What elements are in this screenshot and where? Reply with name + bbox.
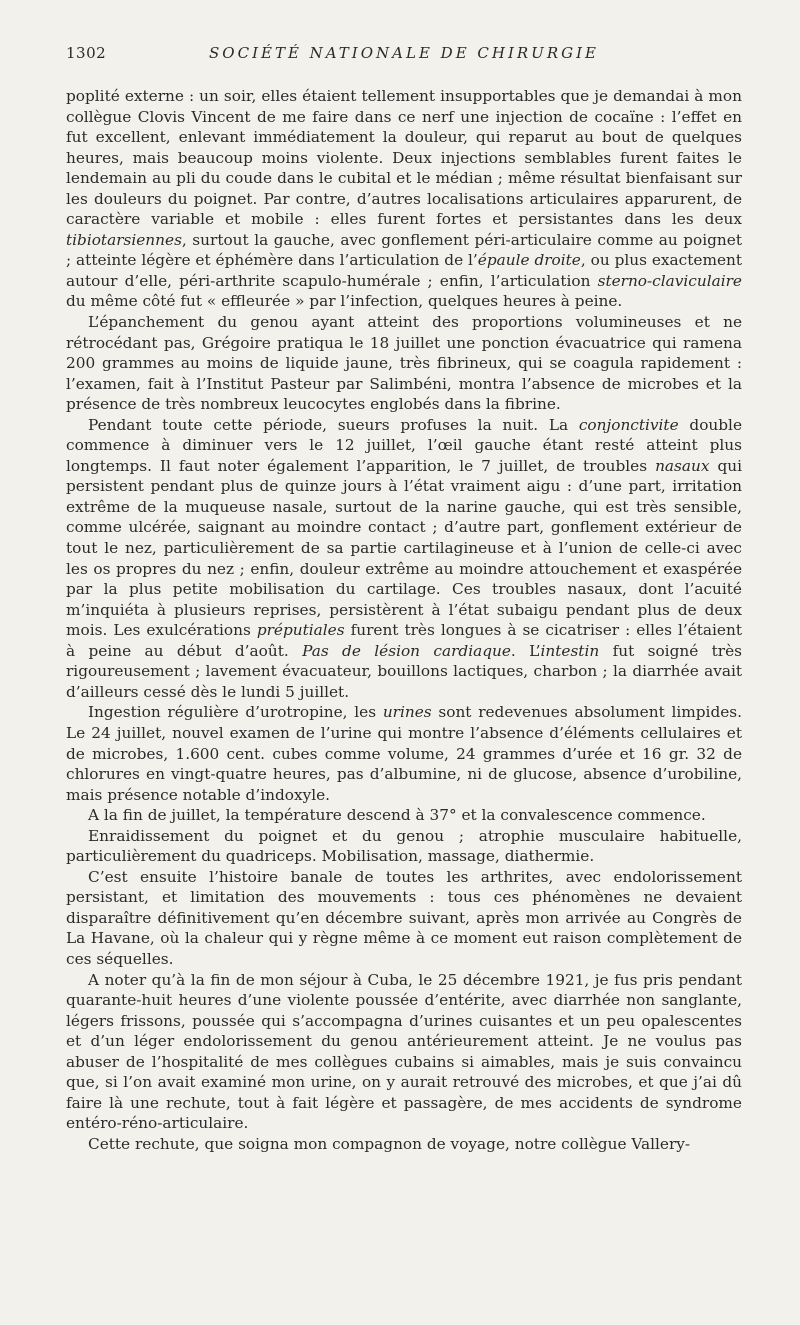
paragraph	[66, 702, 742, 805]
page-number: 1302	[66, 44, 107, 62]
text-run: qui persistent pendant plus de quinze jours à l’état vraiment aigu : d’une part, irritation extrême de la muqueuse nasale, surtout de la narine gauche, qui est très sensible, comme ulcérée, saignant au moindre contact ; d’autre part, gonflement extérieur de tout le nez, particulièrement de sa partie cartilagineuse et à l’union de celle-ci avec les os propres du nez ; enfin, douleur extrême au moindre attouchement et exaspérée par la plus petite mobilisation du cartilage. Ces troubles nasaux, dont l’acuité m’inquiéta à plusieurs reprises, persistèrent à l’état subaigu pendant plus de deux mois. Les exulcérations	[66, 456, 742, 640]
paragraph	[66, 826, 742, 867]
italic-term: intestin	[540, 641, 600, 660]
page-header	[66, 44, 742, 66]
text-run: Pendant toute cette période, sueurs profuses la nuit. La	[88, 415, 579, 434]
running-title: SOCIÉTÉ NATIONALE DE CHIRURGIE	[209, 44, 599, 62]
paragraph	[66, 970, 742, 1134]
text-run: Ingestion régulière d’urotropine, les	[88, 703, 383, 722]
italic-term: urines	[382, 703, 432, 722]
text-run: , ou plus exactement autour d’elle, péri-arthrite scapulo-humérale ; enfin, l’articulation	[66, 251, 742, 290]
paragraph	[66, 805, 742, 826]
italic-term: conjonctivite	[578, 415, 679, 434]
text-run: L’épanchement du genou ayant atteint des proportions volumineuses et ne rétrocédant pas, Grégoire pratiqua le 18 juillet une ponction évacuatrice qui ramena 200 grammes au moins de liquide jaune, très fibrineux, qui se coagula rapidement : l’examen, fait à l’Institut Pasteur par Salimbéni, montra l’absence de microbes et la présence de très nombreux leucocytes englobés dans la fibrine.	[66, 313, 742, 414]
text-run: sont redevenues absolument limpides. Le 24 juillet, nouvel examen de l’urine qui montre l’absence d’éléments cellulaires et de microbes, 1.600 cent. cubes comme volume, 24 grammes d’urée et 16 gr. 32 de chlorures en vingt-quatre heures, pas d’albumine, ni de glucose, absence d’urobiline, mais présence notable d’indoxyle.	[66, 703, 742, 804]
text-run: Cette rechute, que soigna mon compagnon de voyage, notre collègue Vallery-	[88, 1134, 691, 1153]
italic-term: sterno-claviculaire	[597, 271, 742, 290]
paragraph	[66, 1134, 742, 1155]
text-run: A la fin de juillet, la température descend à 37° et la convalescence commence.	[88, 806, 706, 825]
text-run: double commence à diminuer vers le 12 juillet, l’œil gauche étant resté atteint plus longtemps. Il faut noter également l’apparition, le 7 juillet, de troubles	[66, 415, 742, 475]
italic-term: nasaux	[655, 456, 710, 475]
text-run: , surtout la gauche, avec gonflement péri-articulaire comme au poignet ; atteinte légère et éphémère dans l’articulation de l’	[66, 230, 742, 270]
text-run: Enraidissement du poignet et du genou ; atrophie musculaire habituelle, particulièrement du quadriceps. Mobilisation, massage, diathermie.	[66, 826, 742, 866]
paragraph	[66, 415, 742, 703]
italic-term: Pas de lésion cardiaque	[302, 641, 511, 660]
body-text	[66, 86, 742, 1154]
text-run: C’est ensuite l’histoire banale de toutes les arthrites, avec endolorissement persistant, et limitation des mouvements : tous ces phénomènes ne devaient disparaître définitivement qu’en décembre suivant, après mon arrivée au Congrès de La Havane, où la chaleur qui y règne même à ce moment eut raison complètement de ces séquelles.	[66, 867, 742, 968]
text-run: fut soigné très rigoureusement ; lavement évacuateur, bouillons lactiques, charbon ; la diarrhée avait d’ailleurs cessé dès le lundi 5 juillet.	[66, 641, 743, 701]
text-run: du même côté fut « effleurée » par l’infection, quelques heures à peine.	[66, 292, 623, 311]
italic-term: tibiotarsiennes	[66, 230, 182, 249]
text-run: A noter qu’à la fin de mon séjour à Cuba, le 25 décembre 1921, je fus pris pendant quarante-huit heures d’une violente poussée d’entérite, avec diarrhée non sanglante, légers frissons, poussée qui s’accompagna d’urines cuisantes et un peu opalescentes et d’un léger endolorissement du genou antérieurement atteint. Je ne voulus pas abuser de l’hospitalité de mes collègues cubains si aimables, mais je suis convaincu que, si l’on avait examiné mon urine, on y aurait retrouvé des microbes, et que j’ai dû faire là une rechute, tout à fait légère et passagère, de mes accidents de syndrome entéro-réno-articulaire.	[66, 970, 742, 1133]
italic-term: épaule droite	[477, 251, 581, 270]
paragraph	[66, 86, 742, 312]
text-run: . L’	[510, 641, 541, 660]
italic-term: préputiales	[256, 621, 345, 640]
paragraph	[66, 867, 742, 970]
text-run: furent très longues à se cicatriser : elles l’étaient à peine au début d’août.	[66, 621, 742, 660]
text-run: poplité externe : un soir, elles étaient tellement insupportables que je demandai à mon collègue Clovis Vincent de me faire dans ce nerf une injection de cocaïne : l’effet en fut excellent, enlevant immédiatement la douleur, qui reparut au bout de quelques heures, mais beaucoup moins violente. Deux injections semblables furent faites le lendemain au pli du coude dans le cubital et le médian ; même résultat bienfaisant sur les douleurs du poignet. Par contre, d’autres localisations articulaires apparurent, de caractère variable et mobile : elles furent fortes et persistantes dans les deux	[66, 87, 742, 229]
paragraph	[66, 312, 742, 415]
